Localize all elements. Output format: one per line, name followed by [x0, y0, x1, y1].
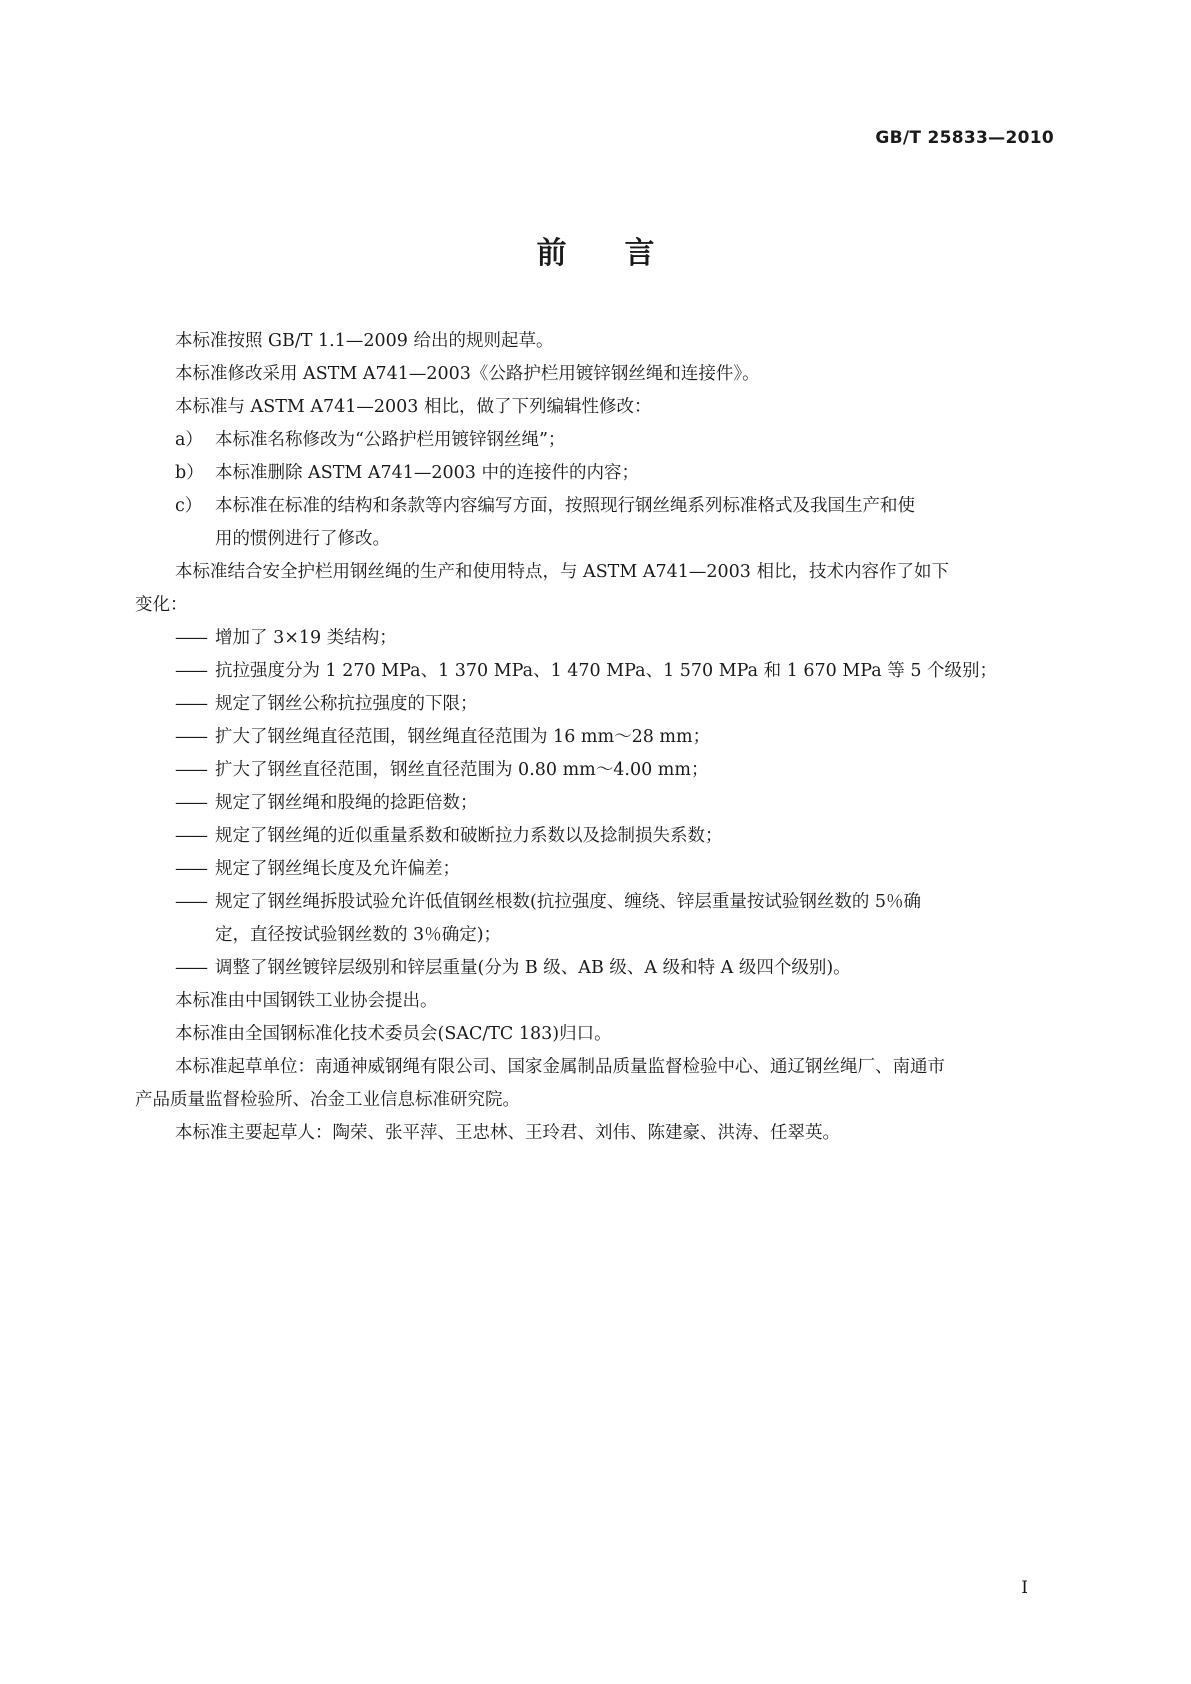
paragraph-centralized-by: 本标准由全国钢标准化技术委员会(SAC/TC 183)归口。	[175, 1024, 612, 1044]
paragraph-drafting-units: 本标准起草单位：南通神威钢绳有限公司、国家金属制品质量监督检验中心、通辽钢丝绳厂、南通市	[175, 1057, 945, 1077]
dash-marker: ——	[175, 958, 206, 978]
paragraph-editorial-changes: 本标准与 ASTM A741—2003 相比，做了下列编辑性修改：	[175, 397, 652, 417]
dash-item	[135, 787, 1055, 820]
dash-item	[135, 820, 1055, 853]
dash-item-text: 规定了钢丝绳的近似重量系数和破断拉力系数以及捻制损失系数；	[215, 826, 723, 846]
standard-number: GB/T 25833—2010	[875, 128, 1054, 148]
list-marker: c）	[175, 496, 203, 516]
dash-item	[135, 688, 1055, 721]
list-item-text: 本标准删除 ASTM A741—2003 中的连接件的内容；	[215, 463, 639, 483]
dash-item	[135, 886, 1055, 919]
dash-item-text: 规定了钢丝绳拆股试验允许低值钢丝根数(抗拉强度、缠绕、锌层重量按试验钢丝数的 5％确	[215, 892, 922, 912]
page-title: 前言	[536, 236, 713, 271]
dash-marker: ——	[175, 727, 206, 747]
dash-item	[135, 721, 1055, 754]
paragraph-drafters: 本标准主要起草人：陶荣、张平萍、王忠林、王玲君、刘伟、陈建豪、洪涛、任翠英。	[175, 1123, 840, 1143]
dash-item	[135, 754, 1055, 787]
dash-item	[135, 655, 1055, 688]
list-item-text: 本标准在标准的结构和条款等内容编写方面，按照现行钢丝绳系列标准格式及我国生产和使	[215, 496, 915, 516]
paragraph-technical-changes-cont: 变化：	[135, 595, 188, 615]
dash-item-text: 调整了钢丝镀锌层级别和锌层重量(分为 B 级、AB 级、A 级和特 A 级四个级别)。	[215, 958, 851, 978]
dash-item-text: 扩大了钢丝直径范围，钢丝直径范围为 0.80 mm～4.00 mm；	[215, 760, 709, 780]
dash-item-text: 扩大了钢丝绳直径范围，钢丝绳直径范围为 16 mm～28 mm；	[215, 727, 711, 747]
dash-marker: ——	[175, 892, 206, 912]
dash-item	[135, 952, 1055, 985]
paragraph-proposed-by: 本标准由中国钢铁工业协会提出。	[175, 991, 438, 1011]
list-item-continuation: 用的惯例进行了修改。	[215, 529, 390, 549]
dash-marker: ——	[175, 760, 206, 780]
list-item	[135, 424, 1055, 457]
dash-marker: ——	[175, 661, 206, 681]
list-marker: b）	[175, 463, 204, 483]
list-item	[135, 490, 1055, 523]
dash-item	[135, 622, 1055, 655]
list-item-text: 本标准名称修改为“公路护栏用镀锌钢丝绳”；	[215, 430, 566, 450]
dash-item-text: 规定了钢丝公称抗拉强度的下限；	[215, 694, 478, 714]
foreword-body	[135, 325, 1055, 1150]
list-item	[135, 457, 1055, 490]
dash-marker: ——	[175, 628, 206, 648]
paragraph-modified-adoption: 本标准修改采用 ASTM A741—2003《公路护栏用镀锌钢丝绳和连接件》。	[175, 364, 760, 384]
dash-item-text: 抗拉强度分为 1 270 MPa、1 370 MPa、1 470 MPa、1 570 MPa 和 1 670 MPa 等 5 个级别；	[215, 661, 998, 681]
dash-item-continuation: 定，直径按试验钢丝数的 3％确定)；	[215, 925, 502, 945]
dash-marker: ——	[175, 694, 206, 714]
dash-item	[135, 853, 1055, 886]
paragraph-drafting-rules: 本标准按照 GB/T 1.1—2009 给出的规则起草。	[175, 331, 554, 351]
dash-marker: ——	[175, 826, 206, 846]
page-number: I	[1021, 1578, 1028, 1598]
dash-item-text: 增加了 3×19 类结构；	[215, 628, 397, 648]
dash-item-text: 规定了钢丝绳和股绳的捻距倍数；	[215, 793, 478, 813]
dash-marker: ——	[175, 859, 206, 879]
dash-marker: ——	[175, 793, 206, 813]
paragraph-technical-changes: 本标准结合安全护栏用钢丝绳的生产和使用特点，与 ASTM A741—2003 相比，技术内容作了如下	[175, 562, 949, 582]
dash-item-text: 规定了钢丝绳长度及允许偏差；	[215, 859, 460, 879]
paragraph-drafting-units-cont: 产品质量监督检验所、冶金工业信息标准研究院。	[135, 1090, 520, 1110]
list-marker: a）	[175, 430, 203, 450]
